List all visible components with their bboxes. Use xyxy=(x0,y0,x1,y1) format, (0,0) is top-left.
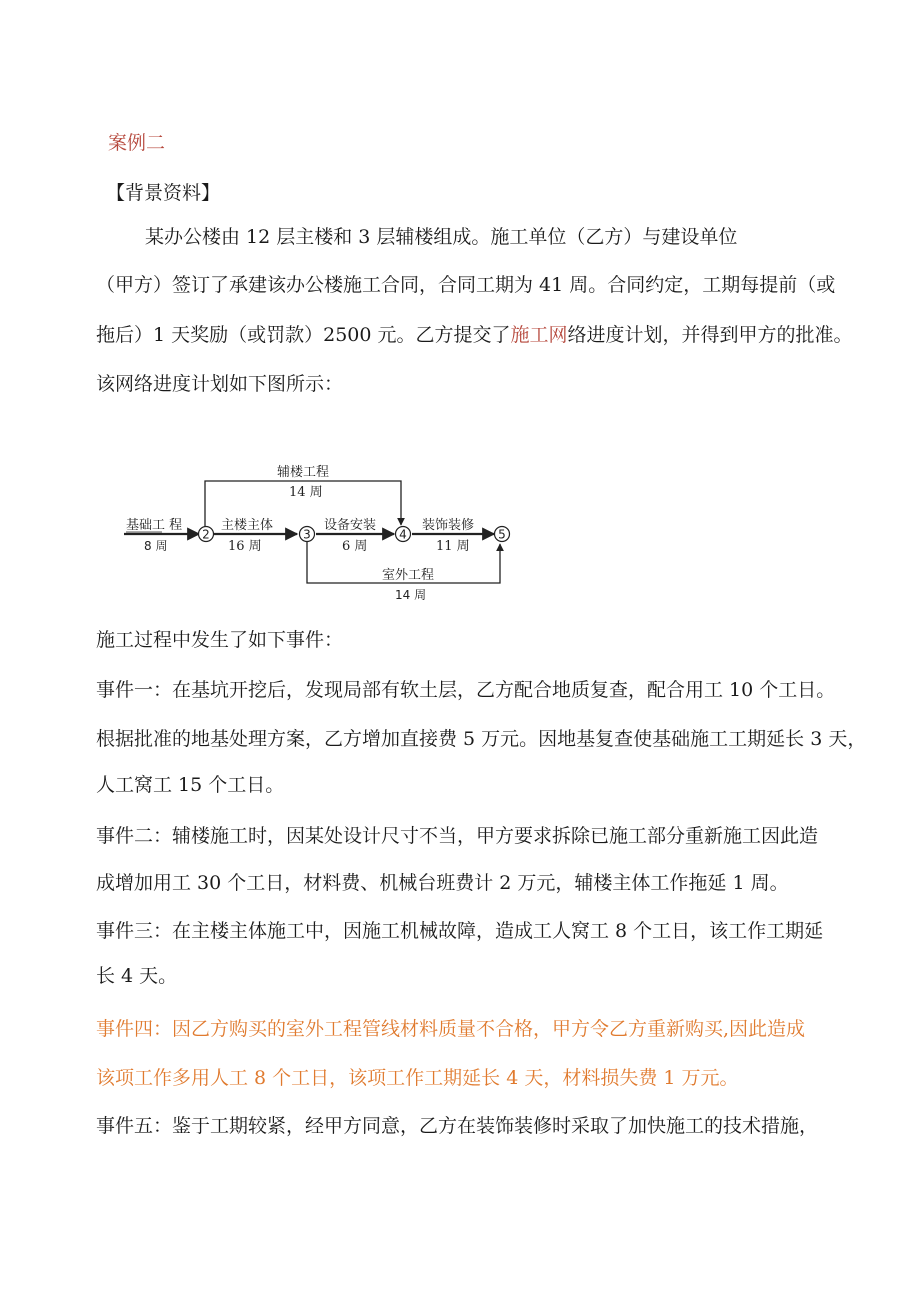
node-4-label: 4 xyxy=(399,527,407,542)
background-line-2: （甲方）签订了承建该办公楼施工合同，合同工期为 41 周。合同约定，工期每提前（或 xyxy=(96,274,836,296)
activity-equipment-install-name: 设备安装 xyxy=(324,518,377,533)
activity-main-structure-duration: 16 周 xyxy=(228,539,262,554)
background-line-3 xyxy=(96,323,853,347)
event-2-line-1: 事件二：辅楼施工时，因某处设计尺寸不当，甲方要求拆除已施工部分重新施工因此造 xyxy=(96,825,819,847)
event-1-line-1: 事件一：在基坑开挖后，发现局部有软土层，乙方配合地质复查，配合用工 10 个工日。 xyxy=(96,679,836,701)
event-3-line-1: 事件三：在主楼主体施工中，因施工机械故障，造成工人窝工 8 个工日，该工作工期延 xyxy=(96,920,824,942)
event-1-line-2: 根据批准的地基处理方案，乙方增加直接费 5 万元。因地基复查使基础施工工期延长 3 天， xyxy=(96,728,867,750)
background-line-3-post: 络进度计划，并得到甲方的批准。 xyxy=(567,324,853,346)
activity-main-structure-name: 主楼主体 xyxy=(221,518,274,533)
background-line-1: 某办公楼由 12 层主楼和 3 层辅楼组成。施工单位（乙方）与建设单位 xyxy=(145,226,738,248)
network-schedule-diagram xyxy=(110,455,550,615)
event-2-line-2: 成增加用工 30 个工日，材料费、机械台班费计 2 万元，辅楼主体工作拖延 1 周。 xyxy=(96,872,789,894)
activity-foundation-duration: 8 周 xyxy=(144,539,168,553)
activity-outdoor-works-duration: 14 周 xyxy=(395,588,427,602)
event-1-line-3: 人工窝工 15 个工日。 xyxy=(96,774,285,796)
event-5-line-1: 事件五：鉴于工期较紧，经甲方同意，乙方在装饰装修时采取了加快施工的技术措施， xyxy=(96,1115,819,1137)
background-line-3-pre: 拖后）1 天奖励（或罚款）2500 元。乙方提交了 xyxy=(96,324,511,346)
construction-network-link[interactable]: 施工网 xyxy=(510,324,568,346)
node-2-label: 2 xyxy=(202,527,210,542)
node-3-label: 3 xyxy=(303,527,311,542)
activity-auxiliary-building-duration: 14 周 xyxy=(289,485,323,500)
activity-equipment-install-duration: 6 周 xyxy=(342,539,368,554)
event-4-line-1: 事件四：因乙方购买的室外工程管线材料质量不合格，甲方令乙方重新购买,因此造成 xyxy=(96,1018,806,1040)
activity-decoration-name: 装饰装修 xyxy=(422,518,475,533)
activity-auxiliary-building-name: 辅楼工程 xyxy=(277,465,330,480)
node-5-label: 5 xyxy=(498,527,506,542)
background-heading: 【背景资料】 xyxy=(106,182,221,204)
background-line-4: 该网络进度计划如下图所示： xyxy=(96,373,344,395)
activity-foundation-name: 基础工 程 xyxy=(126,518,183,533)
case-title: 案例二 xyxy=(108,132,166,154)
activity-outdoor-works-name: 室外工程 xyxy=(382,568,435,583)
events-intro: 施工过程中发生了如下事件： xyxy=(96,629,344,651)
event-3-line-2: 长 4 天。 xyxy=(96,965,178,987)
activity-decoration-duration: 11 周 xyxy=(436,539,470,554)
event-4-line-2: 该项工作多用人工 8 个工日，该项工作工期延长 4 天，材料损失费 1 万元。 xyxy=(96,1067,739,1089)
